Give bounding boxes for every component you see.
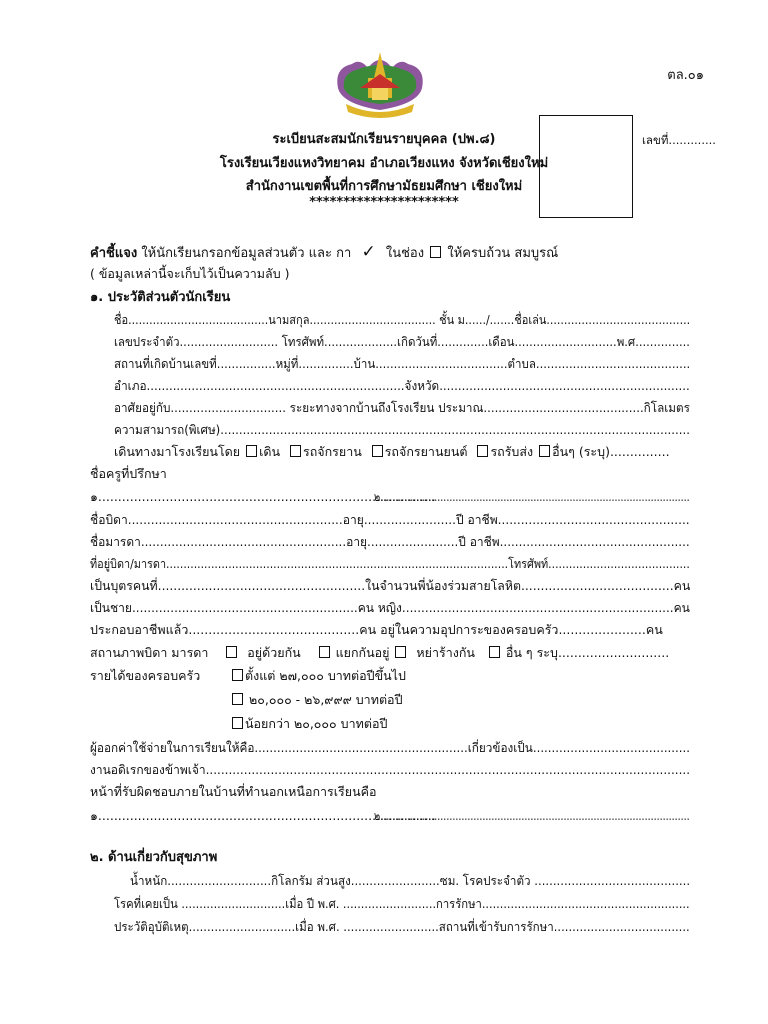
field-past-disease[interactable]: โรคที่เคยเป็น .............................เมื่อ ปี พ.ศ. ..........................การรักษา.......................................................... [114, 896, 690, 911]
income-option-2 [230, 692, 403, 708]
field-district[interactable]: อำเภอ.....................................................................จังหวัด................................................................... [114, 378, 690, 393]
instruction-note: ( ข้อมูลเหล่านี้จะเก็บไว้เป็นความลับ ) [90, 266, 290, 281]
header-school: โรงเรียนเวียงแหงวิทยาคม อำเภอเวียงแหง จังหวัดเชียงใหม่ [219, 156, 549, 171]
sequence-number: เลขที่............. [642, 133, 716, 147]
travel-checkbox[interactable] [372, 445, 383, 457]
travel-option-label: รถรับส่ง [490, 444, 534, 459]
instruction-text-a: ให้นักเรียนกรอกข้อมูลส่วนตัว และ กา [141, 246, 352, 261]
header-title: ระเบียนสะสมนักเรียนรายบุคคล (ปพ.๘) [272, 132, 496, 147]
field-accident[interactable]: ประวัติอุบัติเหตุ.............................เมื่อ พ.ศ. ..........................สถานที่เข้ารับการรักษา..................................... [114, 919, 690, 934]
income-option-3 [230, 716, 387, 732]
check-mark-icon: ✓ [361, 242, 376, 262]
instruction-text-b: ในช่อง [385, 246, 425, 261]
travel-option-label: รถจักรยาน [302, 444, 362, 459]
field-siblings-gender[interactable]: เป็นชาย...........................................................คน หญิง.......................................................................คน [90, 600, 690, 615]
field-father[interactable]: ชื่อบิดา........................................................อายุ........................ปี อาชีพ.................................................. [90, 512, 690, 527]
instruction-line [90, 244, 558, 262]
field-hobby[interactable]: งานอดิเรกของข้าพเจ้า............................................................................................................................... [90, 762, 691, 777]
field-mother[interactable]: ชื่อมารดา......................................................อายุ........................ปี อาชีพ.................................................. [90, 534, 690, 549]
field-id-phone-birth[interactable]: เลขประจำตัว........................... โทรศัพท์....................เกิดวันที่..............เดือน............................พ.ศ............... [114, 334, 690, 349]
section1-title: ๑. ประวัติส่วนตัวนักเรียน [90, 290, 231, 305]
instruction-title: คำชี้แจง [90, 246, 138, 261]
school-logo [330, 48, 430, 122]
field-weight-height[interactable]: น้ำหนัก............................กิโลกรัม ส่วนสูง........................ซม. โรคประจำตัว .......................................... [130, 873, 691, 888]
field-birthplace[interactable]: สถานที่เกิดบ้านเลขที่................หมู่ที่...............บ้าน....................................ตำบล.......................................... [114, 356, 691, 371]
income-label: รายได้ของครอบครัว [90, 668, 201, 683]
status-option-label: อยู่ด้วยกัน [247, 645, 301, 660]
parent-status-label: สถานภาพบิดา มารดา [90, 645, 209, 660]
field-talent[interactable]: ความสามารถ(พิเศษ).............................................................................................................................. [114, 422, 690, 437]
income-option-label: น้อยกว่า ๒๐,๐๐๐ บาทต่อปี [245, 716, 388, 731]
header-office: สำนักงานเขตพื้นที่การศึกษามัธยมศึกษา เชียงใหม่ [245, 179, 523, 194]
travel-option-label: เดิน [259, 444, 281, 459]
duty-label: หน้าที่รับผิดชอบภายในบ้านที่ทำนอกเหนือการเรียนคือ [90, 784, 377, 799]
parent-status-line [90, 645, 669, 661]
income-checkbox[interactable] [232, 693, 243, 705]
field-siblings-working[interactable]: ประกอบอาชีพแล้ว...........................................คน อยู่ในความอุปการะของครอบครัว......................คน [90, 622, 663, 637]
status-checkbox[interactable] [319, 646, 330, 658]
status-checkbox[interactable] [226, 646, 237, 658]
section2-title: ๒. ด้านเกี่ยวกับสุขภาพ [90, 850, 218, 865]
status-option-label: อื่น ๆ ระบุ............................ [505, 645, 670, 660]
field-child-number[interactable]: เป็นบุตรคนที่.....................................................ในจำนวนพี่น้องร่วมสายโลหิต.......................................คน [90, 578, 691, 593]
status-checkbox[interactable] [489, 646, 500, 658]
advisor-label: ชื่อครูที่ปรึกษา [90, 466, 167, 481]
travel-checkbox[interactable] [477, 445, 488, 457]
income-option-label: ๒๐,๐๐๐ - ๒๖,๙๙๙ บาทต่อปี [245, 692, 403, 707]
field-name[interactable]: ชื่อ........................................นามสกุล.................................... ชั้น ม....../.......ชื่อเล่น......................................... [114, 312, 691, 327]
form-code: ตล.๐๑ [667, 68, 704, 83]
field-parent-address[interactable]: ที่อยู่บิดา/มารดา...................................................................................................โทรศัพท์......................................... [90, 556, 690, 571]
advisor-field-1[interactable]: ๑..................................................................................... [90, 489, 436, 504]
travel-checkbox[interactable] [290, 445, 301, 457]
instruction-text-c: ให้ครบถ้วน สมบูรณ์ [447, 246, 559, 261]
travel-checkbox[interactable] [539, 445, 550, 457]
income-option-label: ตั้งแต่ ๒๗,๐๐๐ บาทต่อปีขึ้นไป [245, 668, 406, 683]
travel-option-label: อื่นๆ (ระบุ)............... [552, 444, 670, 459]
travel-line [114, 444, 670, 460]
travel-checkbox[interactable] [246, 445, 257, 457]
status-option-label: หย่าร้างกัน [416, 645, 475, 660]
advisor-field-2[interactable]: ๒....................................................................................................... [374, 489, 690, 504]
field-lives-with[interactable]: อาศัยอยู่กับ............................... ระยะทางจากบ้านถึงโรงเรียน ประมาณ...........................................กิโลเมตร [114, 400, 690, 415]
status-option-label: แยกกันอยู่ [335, 645, 390, 660]
duty-field-2[interactable]: ๒....................................................................................................... [374, 808, 690, 823]
checkbox-sample [430, 246, 441, 258]
status-checkbox[interactable] [395, 646, 406, 658]
duty-field-1[interactable]: ๑..................................................................................... [90, 808, 436, 823]
travel-option-label: รถจักรยานยนต์ [384, 444, 468, 459]
income-option-1 [230, 668, 406, 684]
income-checkbox[interactable] [232, 717, 243, 729]
header-stars: ********************** [309, 195, 459, 210]
field-sponsor[interactable]: ผู้ออกค่าใช้จ่ายในการเรียนให้คือ.........................................................เกี่ยวข้องเป็น.......................................... [90, 740, 691, 755]
income-checkbox[interactable] [232, 669, 243, 681]
travel-label: เดินทางมาโรงเรียนโดย [114, 444, 241, 459]
